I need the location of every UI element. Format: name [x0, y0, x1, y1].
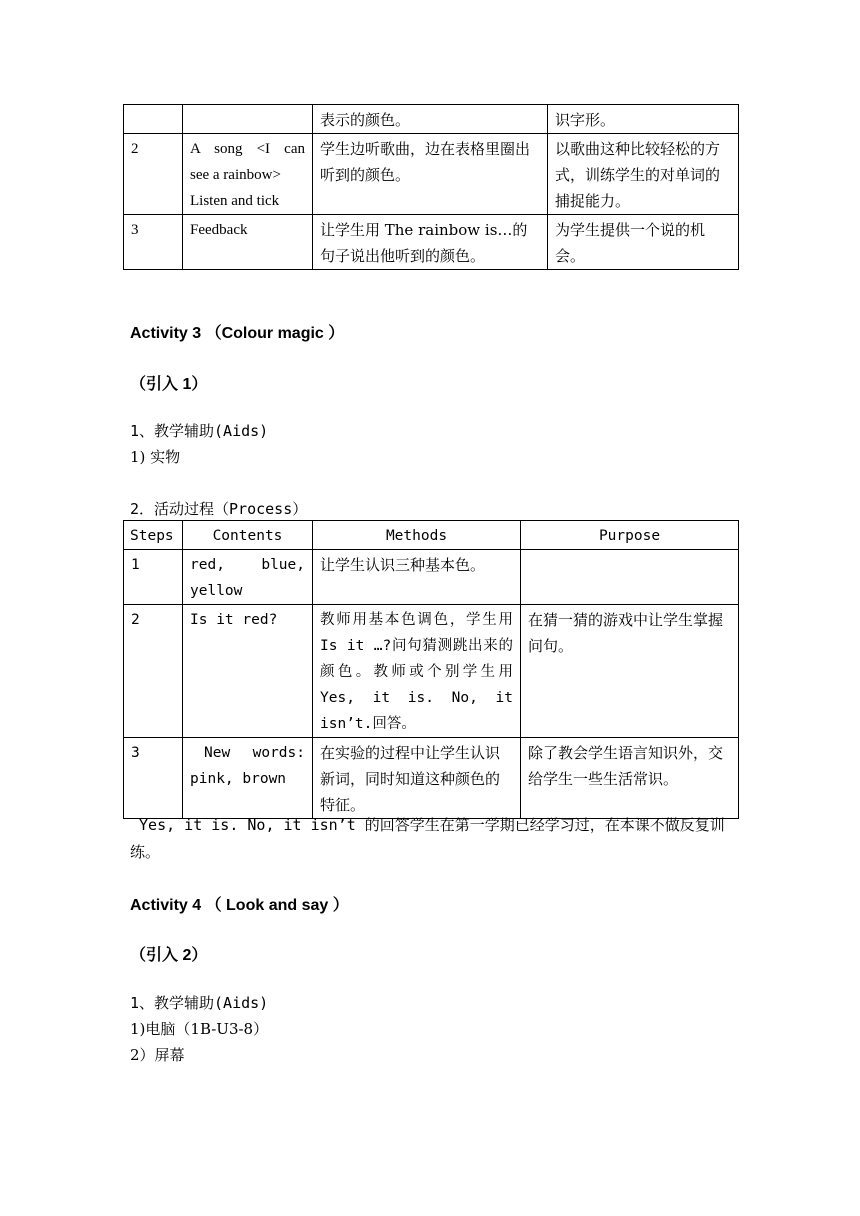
- content-cell: Is it red?: [183, 605, 313, 738]
- activity3-aids-item: 1) 实物: [130, 448, 181, 466]
- purpose-cell: 以歌曲这种比较轻松的方式，训练学生的对单词的捕捉能力。: [548, 134, 739, 215]
- table-row: [124, 134, 739, 215]
- content-cell: [183, 550, 313, 605]
- step-cell: [124, 105, 183, 134]
- activity4-aids-label: 1、教学辅助(Aids): [130, 994, 269, 1012]
- table-row: [124, 215, 739, 270]
- step-cell: 2: [124, 605, 183, 738]
- content-cell: [183, 738, 313, 819]
- method-cell: 让学生用 The rainbow is…的句子说出他听到的颜色。: [313, 215, 548, 270]
- activity3-process-table: [123, 520, 739, 819]
- purpose-cell: 识字形。: [548, 105, 739, 134]
- header-purpose: Purpose: [521, 521, 739, 550]
- content-cell: [183, 105, 313, 134]
- header-steps: Steps: [124, 521, 183, 550]
- table-row: [124, 605, 739, 738]
- step-cell: 1: [124, 550, 183, 605]
- activity3-aids-label: 1、教学辅助(Aids): [130, 422, 269, 440]
- table-row: [124, 738, 739, 819]
- content-line: Listen and tick: [190, 193, 280, 209]
- purpose-cell: [521, 550, 739, 605]
- activity3-title: Activity 3 （Colour magic ）: [130, 325, 345, 342]
- table-row: [124, 105, 739, 134]
- activity4-title: Activity 4 （ Look and say ）: [130, 897, 349, 914]
- step-cell: 3: [124, 738, 183, 819]
- method-cell: 在实验的过程中让学生认识新词，同时知道这种颜色的特征。: [313, 738, 521, 819]
- activity3-note: Yes, it is. No, it isn’t 的回答学生在第一学期已经学习过，在本课不做反复训练。: [130, 816, 725, 861]
- activity4-aids-item: 1)电脑（1B-U3-8）: [130, 1020, 269, 1038]
- activity3-process-label: 2．活动过程（Process）: [130, 500, 308, 518]
- content-line: A song <I can: [190, 141, 305, 157]
- content-cell: Feedback: [183, 215, 313, 270]
- method-cell: 教师用基本色调色，学生用 Is it …?问句猜测跳出来的颜色。教师或个别学生用 Yes, it is. No, it isn’t.回答。: [313, 605, 521, 738]
- method-cell: 表示的颜色。: [313, 105, 548, 134]
- content-line: yellow: [190, 583, 243, 599]
- purpose-cell: 为学生提供一个说的机会。: [548, 215, 739, 270]
- activity3-intro: （引入 1）: [130, 376, 208, 393]
- content-cell: [183, 134, 313, 215]
- header-methods: Methods: [313, 521, 521, 550]
- step-cell: 2: [124, 134, 183, 215]
- content-line: red, blue,: [190, 557, 305, 573]
- content-line: pink, brown: [190, 771, 287, 787]
- purpose-cell: 在猜一猜的游戏中让学生掌握问句。: [521, 605, 739, 738]
- step-cell: 3: [124, 215, 183, 270]
- purpose-cell: 除了教会学生语言知识外，交给学生一些生活常识。: [521, 738, 739, 819]
- table-header-row: [124, 521, 739, 550]
- method-cell: 让学生认识三种基本色。: [313, 550, 521, 605]
- activity4-intro: （引入 2）: [130, 947, 208, 964]
- activity2-process-table: [123, 104, 739, 270]
- table-row: [124, 550, 739, 605]
- method-cell: 学生边听歌曲，边在表格里圈出听到的颜色。: [313, 134, 548, 215]
- activity4-aids-item: 2）屏幕: [130, 1046, 185, 1064]
- header-contents: Contents: [183, 521, 313, 550]
- content-line: see a rainbow>: [190, 167, 281, 183]
- content-line: New words:: [204, 745, 305, 761]
